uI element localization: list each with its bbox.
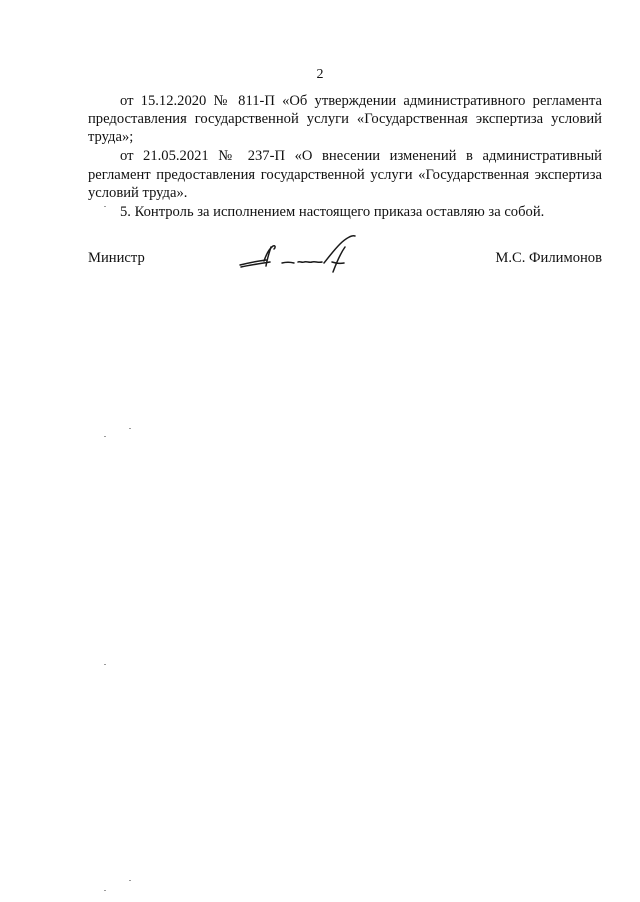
scan-speck xyxy=(129,880,131,881)
page-number: 2 xyxy=(316,67,324,82)
paragraph-control-clause: 5. Контроль за исполнением настоящего приказа оставляю за собой. xyxy=(120,203,545,220)
scan-speck xyxy=(104,664,106,665)
signatory-title: Министр xyxy=(88,250,145,266)
paragraph-order-811: от 15.12.2020 № 811-П «Об утверждении административного регламента предоставления государственной услуги «Государственная экспертиза условий труда»; xyxy=(88,93,602,146)
signatory-name: М.С. Филимонов xyxy=(495,250,602,266)
paragraph-order-237: от 21.05.2021 № 237-П «О внесении изменений в административный регламент предоставления государственной услуги «Государственная экспертиза условий труда». xyxy=(88,148,602,201)
scan-speck xyxy=(104,890,106,891)
scan-speck xyxy=(104,206,106,207)
scan-speck xyxy=(129,428,131,429)
document-body xyxy=(88,92,602,221)
handwritten-signature xyxy=(236,232,366,276)
scan-speck xyxy=(104,436,106,437)
